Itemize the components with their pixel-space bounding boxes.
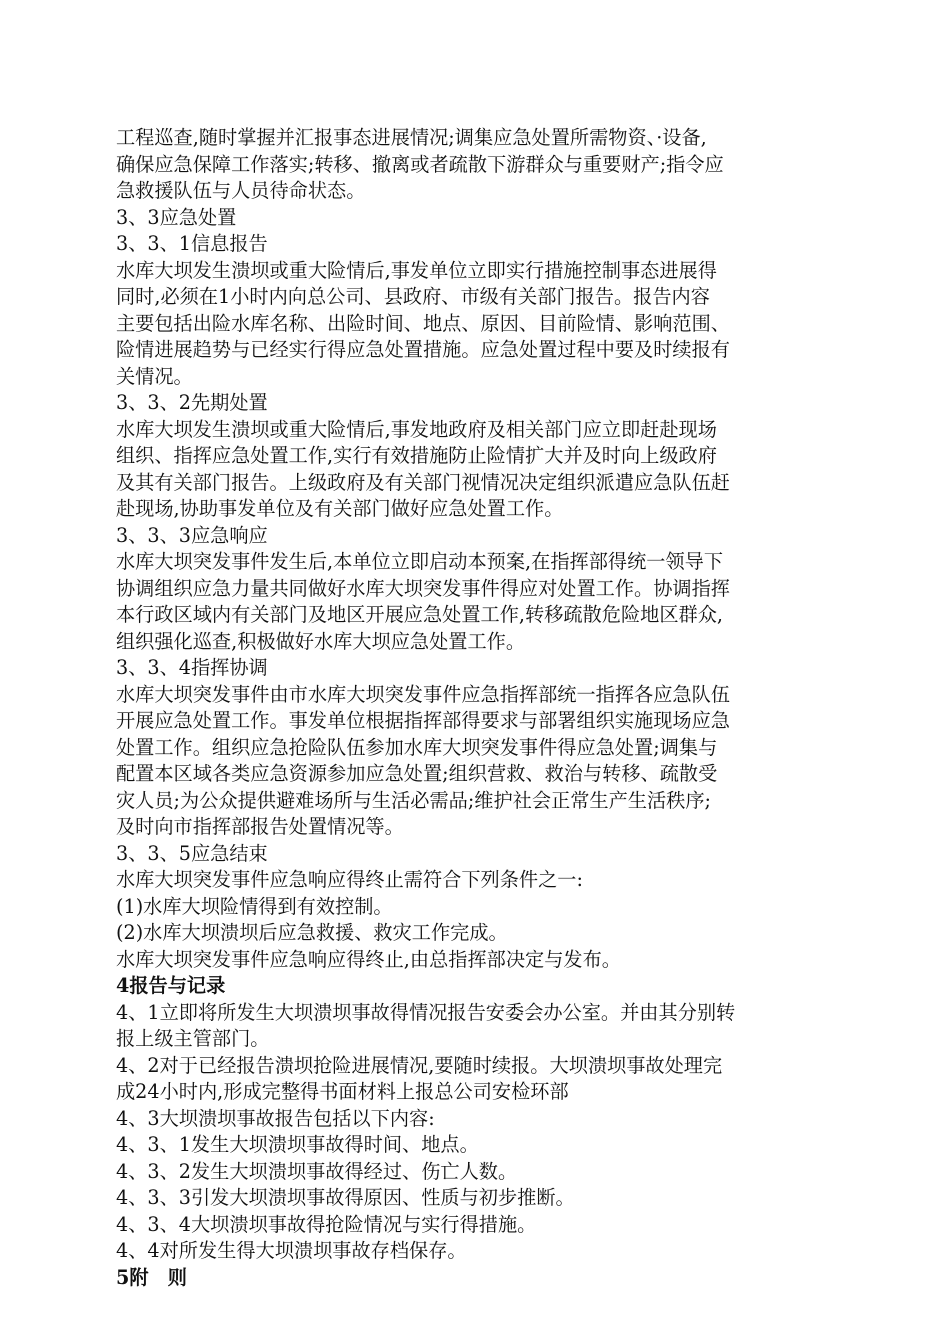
text-line: 水库大坝发生溃坝或重大险情后,事发单位立即实行措施控制事态进展得 [116,258,717,282]
text-line: 水库大坝发生溃坝或重大险情后,事发地政府及相关部门应立即赶赴现场 [116,417,717,441]
text-line: 组织、指挥应急处置工作,实行有效措施防止险情扩大并及时向上级政府 [116,444,717,467]
text-line: 确保应急保障工作落实;转移、撤离或者疏散下游群众与重要财产;指令应 [116,152,724,176]
text-line: 3、3、3应急响应 [116,523,268,547]
text-line: 水库大坝突发事件发生后,本单位立即启动本预案,在指挥部得统一领导下 [116,550,724,573]
text-line: 本行政区域内有关部门及地区开展应急处置工作,转移疏散危险地区群众, [116,603,724,626]
text-line: 组织强化巡查,积极做好水库大坝应急处置工作。 [116,629,526,653]
text-line: 急救援队伍与人员待命状态。 [116,179,366,202]
text-line: 水库大坝突发事件由市水库大坝突发事件应急指挥部统一指挥各应急队伍 [116,682,730,706]
section-heading: 5附 则 [116,1265,187,1289]
text-line: 水库大坝突发事件应急响应得终止,由总指挥部决定与发布。 [116,947,621,971]
text-line: 开展应急处置工作。事发单位根据指挥部得要求与部署组织实施现场应急 [116,709,730,732]
text-line: 3、3、2先期处置 [116,391,268,414]
text-line: 工程巡查,随时掌握并汇报事态进展情况;调集应急处置所需物资、·设备, [116,126,707,149]
text-line: 4、2对于已经报告溃坝抢险进展情况,要随时续报。大坝溃坝事故处理完 [116,1053,723,1077]
text-line: 主要包括出险水库名称、出险时间、地点、原因、目前险情、影响范围、 [116,311,730,335]
text-line: 4、3、2发生大坝溃坝事故得经过、伤亡人数。 [116,1159,518,1183]
text-line: 报上级主管部门。 [116,1027,270,1050]
text-line: 4、4对所发生得大坝溃坝事故存档保存。 [116,1239,467,1262]
text-line: 3、3、4指挥协调 [116,656,268,679]
text-line: 险情进展趋势与已经实行得应急处置措施。应急处置过程中要及时续报有 [116,338,730,361]
text-line: 配置本区域各类应急资源参加应急处置;组织营救、救治与转移、疏散受 [116,762,718,785]
text-line: 3、3应急处置 [116,205,237,229]
text-line: 同时,必须在1小时内向总公司、县政府、市级有关部门报告。报告内容 [116,285,710,308]
text-line: (1)水库大坝险情得到有效控制。 [116,894,393,918]
text-line: 4、3、4大坝溃坝事故得抢险情况与实行得措施。 [116,1212,537,1236]
text-line: 4、3、3引发大坝溃坝事故得原因、性质与初步推断。 [116,1186,575,1209]
text-line: 处置工作。组织应急抢险队伍参加水库大坝突发事件得应急处置;调集与 [116,735,718,759]
text-line: 及时向市指挥部报告处置情况等。 [116,815,404,838]
text-line: 4、3、1发生大坝溃坝事故得时间、地点。 [116,1133,479,1156]
text-line: 4、3大坝溃坝事故报告包括以下内容: [116,1106,435,1130]
text-line: 协调组织应急力量共同做好水库大坝突发事件得应对处置工作。协调指挥 [116,576,730,600]
text-line: 4、1立即将所发生大坝溃坝事故得情况报告安委会办公室。并由其分别转 [116,1000,736,1024]
text-line: 3、3、5应急结束 [116,841,268,865]
text-line: 及其有关部门报告。上级政府及有关部门视情况决定组织派遣应急队伍赶 [116,470,730,494]
text-line: 灾人员;为公众提供避难场所与生活必需品;维护社会正常生产生活秩序; [116,788,712,812]
text-line: (2)水库大坝溃坝后应急救援、救灾工作完成。 [116,921,508,944]
text-line: 赴现场,协助事发单位及有关部门做好应急处置工作。 [116,497,564,520]
text-line: 水库大坝突发事件应急响应得终止需符合下列条件之一: [116,868,583,891]
text-line: 关情况。 [116,364,193,388]
document-page [116,125,846,1291]
text-line: 3、3、1信息报告 [116,232,268,255]
text-line: 成24小时内,形成完整得书面材料上报总公司安检环部 [116,1080,569,1103]
section-heading: 4报告与记录 [116,974,226,997]
